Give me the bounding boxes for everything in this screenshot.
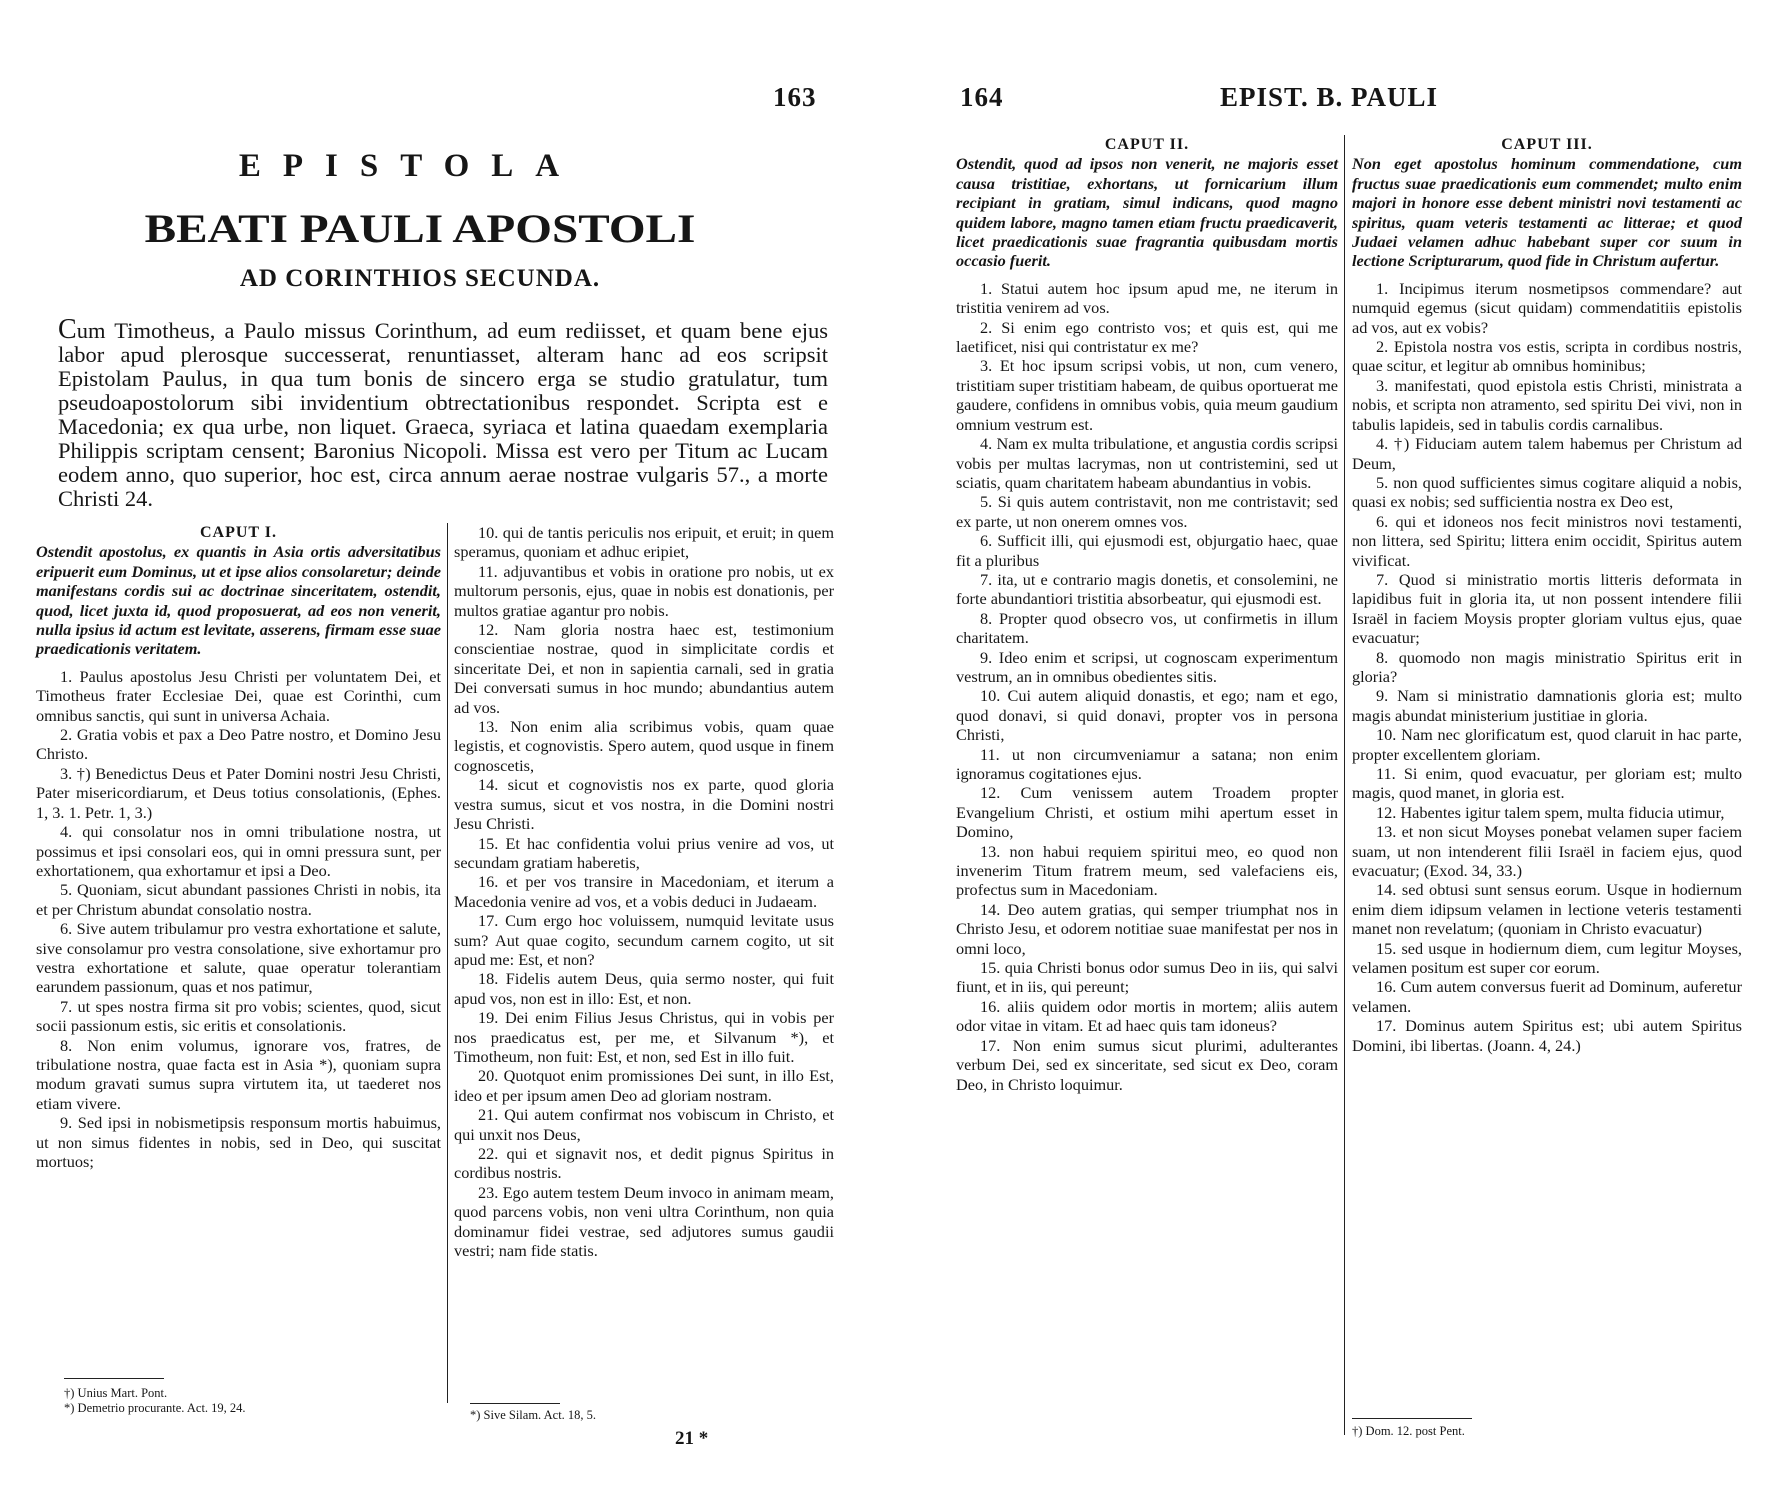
verse: 14. Deo autem gratias, qui semper triumphat nos in Christo Jesu, et odorem notitiae suae manifestat per nos in omni loco,: [956, 899, 1338, 958]
right-column-1: [956, 135, 1338, 1094]
verse: 7. Quod si ministratio mortis litteris deformata in lapidibus fuit in gloria ita, ut non possent intendere filii Israël in faciem Moysis propter gloriam vultus ejus, quae evacuatur;: [1352, 569, 1742, 648]
footnote: *) Sive Silam. Act. 18, 5.: [470, 1408, 597, 1422]
chapter-argument: Non eget apostolus hominum commendatione, cum fructus suae praedicationis eum commendet; multo enim majori in honore esse debent ministri novi testamenti ac spiritus, quam veteris testamenti ac litterae; et quod Judaei velamen adhuc habebant super cor suum in lectione Scripturarum, quod fide in Christum aufertur.: [1352, 154, 1742, 271]
verse: 14. sicut et cognovistis nos ex parte, quod gloria vestra sumus, sicut et vos nostra, in die Domini nostri Jesu Christi.: [454, 775, 834, 834]
footnote-rule: [64, 1378, 164, 1379]
verse: 4. †) Fiduciam autem talem habemus per Christum ad Deum,: [1352, 434, 1742, 473]
footnotes: [64, 1386, 424, 1416]
introduction: [58, 314, 828, 511]
chapter-argument: Ostendit, quod ad ipsos non venerit, ne majoris esset causa tristitiae, exhortans, ut fornicarium illum recipiant in gratiam, simul indicans, quod magno quidem labore, magno tamen etiam fructu praedicaverit, licet praedicationis suae fragrantia quibusdam mortis occasio fuerit.: [956, 154, 1338, 271]
footnote: *) Demetrio procurante. Act. 19, 24.: [64, 1401, 246, 1415]
verse: 6. Sufficit illi, qui ejusmodi est, objurgatio haec, quae fit a pluribus: [956, 531, 1338, 570]
verse: 8. Propter quod obsecro vos, ut confirmetis in illum charitatem.: [956, 608, 1338, 648]
right-page: [890, 0, 1780, 1500]
verse: 9. Sed ipsi in nobismetipsis responsum mortis habuimus, ut non simus fidentes in nobis, sed in Deo, qui suscitat mortuos;: [36, 1113, 441, 1171]
verse: 15. sed usque in hodiernum diem, cum legitur Moyses, velamen positum est super cor eorum.: [1352, 938, 1742, 978]
verse: 13. et non sicut Moyses ponebat velamen super faciem suam, ut non intenderent filii Israël in faciem ejus, quod evacuatur; (Exod. 34, 33.): [1352, 822, 1742, 881]
chapter-heading: CAPUT I.: [199, 524, 278, 541]
verse: 2. Si enim ego contristo vos; et quis est, qui me laetificet, nisi qui contristatur ex me?: [956, 317, 1338, 357]
intro-text: um Timotheus, a Paulo missus Corinthum, ad eum rediisset, et quam bene ejus labor apud plerosque successerat, renuntiasset, alteram hanc ad eos scripsit Epistolam Paulus, in qua tum bonis de sincero erga se studio gratulatur, tum pseudoapostolorum sibi invidentium obtrectationibus respondet. Scripta est e Macedonia; ex qua urbe, non liquet. Graeca, syriaca et latina quaedam exemplaria Philippis scriptam censent; Baronius Nicopoli. Missa est vero per Titum ac Lucam eodem anno, quo superior, hoc est, circa annum aerae nostrae vulgaris 57., a morte Christi 24.: [58, 318, 828, 511]
verse: 8. quomodo non magis ministratio Spiritus erit in gloria?: [1352, 647, 1742, 686]
verse: 6. qui et idoneos nos fecit ministros novi testamenti, non littera, sed Spiritu; littera enim occidit, Spiritus autem vivificat.: [1352, 511, 1742, 570]
verse: 17. Cum ergo hoc voluissem, numquid levitate usus sum? Aut quae cogito, secundum carnem cogito, ut sit apud me: Est, et non?: [454, 911, 834, 969]
page-number: 164: [960, 82, 1004, 112]
verse: 16. et per vos transire in Macedoniam, et iterum a Macedonia venire ad vos, et a vobis deduci in Judaeam.: [454, 872, 834, 911]
chapter-argument: Ostendit apostolus, ex quantis in Asia ortis adversitatibus eripuerit eum Dominus, ut et ipse alios consolaretur; deinde manifestans cordis sui ac doctrinae sinceritatem, ostendit, quod, licet juxta id, quod proposuerat, ad eos non venerit, nulla ipsius id actum est levitate, asserens, firmam esse suae praedicationis veritatem.: [36, 542, 441, 659]
verse: 1. Paulus apostolus Jesu Christi per voluntatem Dei, et Timotheus frater Ecclesiae Dei, quae est Corinthi, cum omnibus sanctis, qui sunt in universa Achaia.: [36, 666, 441, 725]
verse: 22. qui et signavit nos, et dedit pignus Spiritus in cordibus nostris.: [454, 1144, 834, 1183]
running-head: EPIST. B. PAULI: [1220, 82, 1439, 112]
footnote-rule: [470, 1403, 560, 1404]
verse: 3. Et hoc ipsum scripsi vobis, ut non, cum venero, tristitiam super tristitiam habeam, de quibus oportuerat me gaudere, confidens in omnibus vobis, quia meum gaudium omnium vestrum est.: [956, 356, 1338, 434]
verse: 16. Cum autem conversus fuerit ad Dominum, auferetur velamen.: [1352, 977, 1742, 1016]
verse: 1. Statui autem hoc ipsum apud me, ne iterum in tristitia venirem ad vos.: [956, 278, 1338, 318]
verse: 14. sed obtusi sunt sensus eorum. Usque in hodiernum enim diem idipsum velamen in lectione veteris testamenti manet non revelatum; (quoniam in Christo evacuatur): [1352, 880, 1742, 939]
verse: 9. Ideo enim et scripsi, ut cognoscam experimentum vestrum, an in omnibus obedientes sitis.: [956, 647, 1338, 686]
verse: 4. qui consolatur nos in omni tribulatione nostra, ut possimus et ipsi consolari eos, qui in omni pressura sunt, per exhortationem, qua exhortamur et ipsi a Deo.: [36, 822, 441, 880]
verse: 19. Dei enim Filius Jesus Christus, qui in vobis per nos praedicatus est, per me, et Silvanum *), et Timotheum, non fuit: Est, et non, sed Est in illo fuit.: [454, 1008, 834, 1066]
verse: 12. Habentes igitur talem spem, multa fiducia utimur,: [1376, 802, 1725, 822]
verse: 10. qui de tantis periculis nos eripuit, et eruit; in quem speramus, quoniam et adhuc eripiet,: [454, 523, 834, 562]
verse: 2. Epistola nostra vos estis, scripta in cordibus nostris, quae scitur, et legitur ab omnibus hominibus;: [1352, 337, 1742, 376]
verse: 20. Quotquot enim promissiones Dei sunt, in illo Est, ideo et per ipsum amen Deo ad gloriam nostram.: [454, 1066, 834, 1105]
verse: 11. ut non circumveniamur a satana; non enim ignoramus cogitationes ejus.: [956, 744, 1338, 783]
chapter-heading: CAPUT III.: [1501, 136, 1593, 153]
verse: 8. Non enim volumus, ignorare vos, fratres, de tribulatione nostra, quae facta est in Asia *), quoniam supra modum gravati sumus supra virtutem ita, ut taederet nos etiam vivere.: [36, 1035, 441, 1113]
verse: 13. non habui requiem spiritui meo, eo quod non invenerim Titum fratrem meum, sed valefaciens eis, profectus sum in Macedoniam.: [956, 841, 1338, 900]
verse: 23. Ego autem testem Deum invoco in animam meam, quod parcens vobis, non veni ultra Corinthum, non quia dominamur fidei vestrae, sed adjutores sumus gaudii vestri; nam fide statis.: [454, 1182, 834, 1261]
verse: 16. aliis quidem odor mortis in mortem; aliis autem odor vitae in vitam. Et ad haec quis tam idoneus?: [956, 996, 1338, 1036]
verse: 15. Et hac confidentia volui prius venire ad vos, ut secundam gratiam haberetis,: [454, 833, 834, 872]
verse: 12. Cum venissem autem Troadem propter Evangelium Christi, et ostium mihi apertum esset in Domino,: [956, 783, 1338, 842]
verse: 5. Quoniam, sicut abundant passiones Christi in nobis, ita et per Christum abundat consolatio nostra.: [36, 880, 441, 919]
footnotes: [470, 1408, 770, 1423]
left-column-1: [36, 523, 441, 1171]
verse: 5. Si quis autem contristavit, non me contristavit; sed ex parte, ut non onerem omnes vos.: [956, 492, 1338, 531]
verse: 2. Gratia vobis et pax a Deo Patre nostro, et Domino Jesu Christo.: [36, 725, 441, 764]
verse: 5. non quod sufficientes simus cogitare aliquid a nobis, quasi ex nobis; sed sufficientia nostra ex Deo est,: [1352, 472, 1742, 512]
footnote: †) Unius Mart. Pont.: [64, 1386, 168, 1400]
footnotes: [1352, 1424, 1652, 1439]
verse: 15. quia Christi bonus odor sumus Deo in iis, qui salvi fiunt, et in iis, qui pereunt;: [956, 958, 1338, 997]
left-column-2: [454, 523, 834, 1260]
title-ad-corinthios: AD CORINTHIOS SECUNDA.: [239, 265, 601, 292]
verse: 18. Fidelis autem Deus, quia sermo noster, qui fuit apud vos, non est in illo: Est, et non.: [454, 969, 834, 1008]
verse: 11. Si enim, quod evacuatur, per gloriam est; multo magis, quod manet, in gloria est.: [1352, 764, 1742, 803]
footnote: †) Dom. 12. post Pent.: [1352, 1424, 1465, 1438]
verse: 17. Non enim sumus sicut plurimi, adulterantes verbum Dei, sed ex sinceritate, sed sicut ex Deo, coram Deo, in Christo loquimur.: [956, 1035, 1338, 1094]
verse: 7. ut spes nostra firma sit pro vobis; scientes, quod, sicut socii passionum estis, sic eritis et consolationis.: [36, 996, 441, 1036]
verse: 3. †) Benedictus Deus et Pater Domini nostri Jesu Christi, Pater misericordiarum, et Deus totius consolationis, (Ephes. 1, 3. 1. Petr. 1, 3.): [36, 763, 441, 822]
right-column-2: [1352, 135, 1742, 1055]
verse: 6. Sive autem tribulamur pro vestra exhortatione et salute, sive consolamur pro vestra consolatione, sive exhortamur pro vestra exhortatione et salute, quae operatur tolerantiam earundem passionum, quas et nos patimur,: [36, 919, 441, 997]
page-number: 163: [773, 82, 817, 112]
verse: 4. Nam ex multa tribulatione, et angustia cordis scripsi vobis per multas lacrymas, non ut contristemini, sed ut sciatis, quam charitatem habeam abundantius in vobis.: [956, 434, 1338, 492]
signature-mark: 21 *: [675, 1428, 709, 1449]
verse: 21. Qui autem confirmat nos vobiscum in Christo, et qui unxit nos Deus,: [454, 1105, 834, 1144]
intro-initial: C: [58, 314, 77, 345]
verse: 10. Cui autem aliquid donastis, et ego; nam et ego, quod donavi, si quid donavi, propter vos in persona Christi,: [956, 686, 1338, 745]
verse: 11. adjuvantibus et vobis in oratione pro nobis, ut ex multorum personis, ejus, quae in nobis est donationis, per multos gratiae agantur pro nobis.: [454, 561, 834, 620]
verse: 1. Incipimus iterum nosmetipsos commendare? aut numquid egemus (sicut quidam) commendatitiis epistolis ad vos, aut ex vobis?: [1352, 278, 1742, 337]
verse: 17. Dominus autem Spiritus est; ubi autem Spiritus Domini, ibi libertas. (Joann. 4, 24.): [1352, 1016, 1742, 1055]
title-epistola: EPISTOLA: [238, 148, 582, 184]
column-divider: [447, 523, 448, 1403]
verse: 12. Nam gloria nostra haec est, testimonium conscientiae nostrae, quod in simplicitate cordis et sinceritate Dei, et non in sapientia carnali, sed in gratia Dei conversati sumus in hoc mundo; abundantius autem ad vos.: [454, 620, 834, 717]
verse: 3. manifestati, quod epistola estis Christi, ministrata a nobis, et scripta non atramento, sed spiritu Dei vivi, non in tabulis lapideis, sed in tabulis cordis carnalibus.: [1352, 375, 1742, 434]
title-beati-pauli: BEATI PAULI APOSTOLI: [144, 206, 696, 251]
column-divider: [1344, 135, 1345, 1435]
verse: 7. ita, ut e contrario magis donetis, et consolemini, ne forte abundantiori tristitia absorbeatur, qui ejusmodi est.: [956, 569, 1338, 609]
verse: 10. Nam nec glorificatum est, quod claruit in hac parte, propter excellentem gloriam.: [1352, 725, 1742, 764]
chapter-heading: CAPUT II.: [1104, 136, 1190, 153]
footnote-rule: [1352, 1418, 1472, 1419]
verse: 13. Non enim alia scribimus vobis, quam quae legistis, et cognovistis. Spero autem, quod usque in finem cognoscetis,: [454, 717, 834, 775]
verse: 9. Nam si ministratio damnationis gloria est; multo magis abundat ministerium justitiae in gloria.: [1352, 686, 1742, 725]
